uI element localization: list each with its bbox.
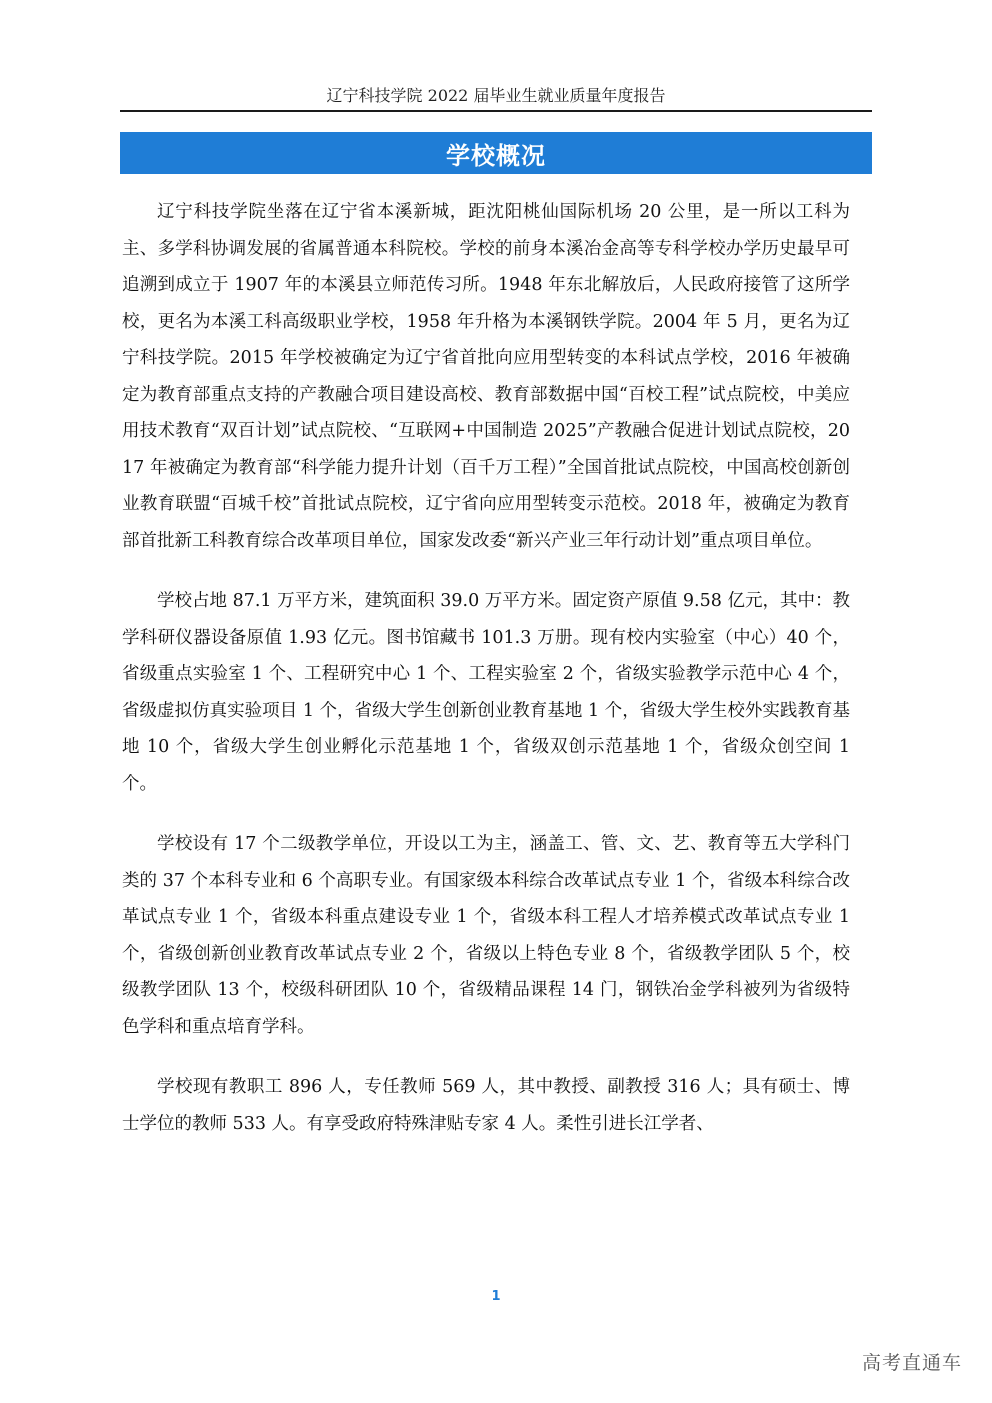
running-header: 辽宁科技学院 2022 届毕业生就业质量年度报告 — [326, 86, 666, 105]
section-title: 学校概况 — [446, 141, 546, 170]
paragraph-disciplines: 学校设有 17 个二级教学单位，开设以工为主，涵盖工、管、文、艺、教育等五大学科门类的 37 个本科专业和 6 个高职专业。有国家级本科综合改革试点专业 1 个，省级本科综合改革试点专业 1 个，省级本科重点建设专业 1 个，省级本科工程人才培养模式改革试点专业 1 个，省级创新创业教育改革试点专业 2 个，省级以上特色专业 8 个，省级教学团队 5 个，校级教学团队 13 个，校级科研团队 10 个，省级精品课程 14 门，钢铁冶金学科被列为省级特色学科和重点培育学科。 — [122, 834, 850, 1037]
watermark-text: 高考直通车 — [861, 1352, 962, 1374]
paragraph-faculty: 学校现有教职工 896 人，专任教师 569 人，其中教授、副教授 316 人；具有硕士、博士学位的教师 533 人。有享受政府特殊津贴专家 4 人。柔性引进长江学者、 — [122, 1077, 850, 1134]
section-banner — [120, 132, 872, 174]
header-divider — [120, 110, 872, 112]
paragraph-facilities: 学校占地 87.1 万平方米，建筑面积 39.0 万平方米。固定资产原值 9.58 亿元，其中：教学科研仪器设备原值 1.93 亿元。图书馆藏书 101.3 万册。现有校内实验室（中心）40 个，省级重点实验室 1 个、工程研究中心 1 个、工程实验室 2 个，省级实验教学示范中心 4 个，省级虚拟仿真实验项目 1 个，省级大学生创新创业教育基地 1 个，省级大学生校外实践教育基地 10 个，省级大学生创业孵化示范基地 1 个，省级双创示范基地 1 个，省级众创空间 1 个。 — [122, 591, 850, 794]
paragraph-history: 辽宁科技学院坐落在辽宁省本溪新城，距沈阳桃仙国际机场 20 公里，是一所以工科为主、多学科协调发展的省属普通本科院校。学校的前身本溪冶金高等专科学校办学历史最早可追溯到成立于 1907 年的本溪县立师范传习所。1948 年东北解放后，人民政府接管了这所学校，更名为本溪工科高级职业学校，1958 年升格为本溪钢铁学院。2004 年 5 月，更名为辽宁科技学院。2015 年学校被确定为辽宁省首批向应用型转变的本科试点学校，2016 年被确定为教育部重点支持的产教融合项目建设高校、教育部数据中国“百校工程”试点院校，中美应用技术教育“双百计划”试点院校、“互联网+中国制造 2025”产教融合促进计划试点院校，2017 年被确定为教育部“科学能力提升计划（百千万工程）”全国首批试点院校，中国高校创新创业教育联盟“百城千校”首批试点院校，辽宁省向应用型转变示范校。2018 年，被确定为教育部首批新工科教育综合改革项目单位，国家发改委“新兴产业三年行动计划”重点项目单位。 — [122, 202, 850, 551]
body-content — [122, 194, 850, 1166]
page-number: 1 — [491, 1289, 501, 1304]
